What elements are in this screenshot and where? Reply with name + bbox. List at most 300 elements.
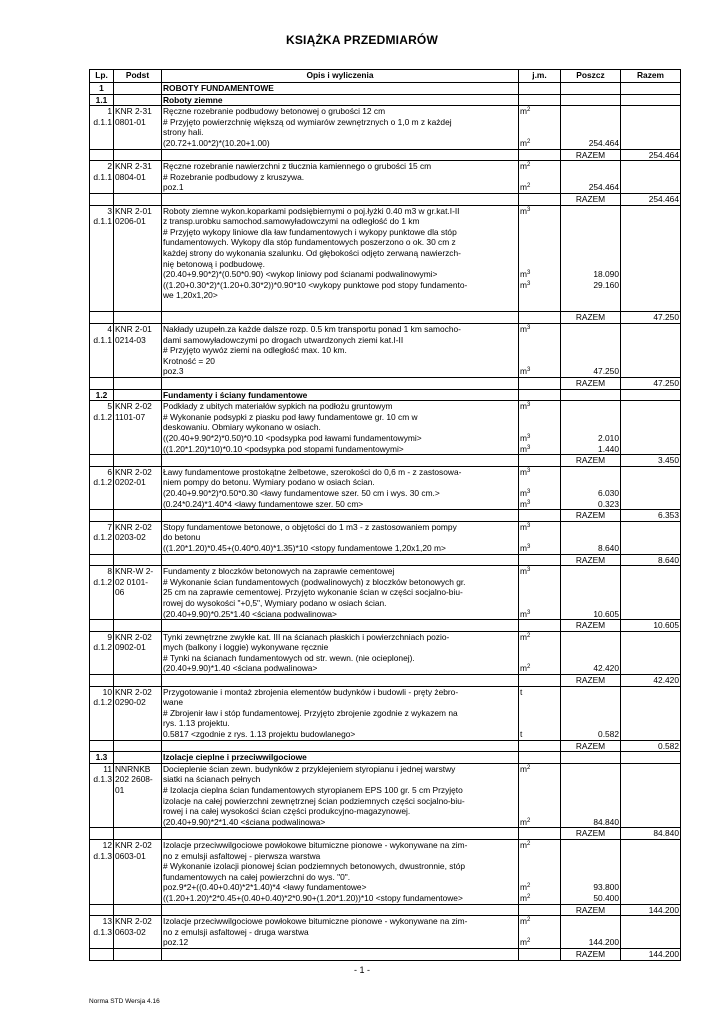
razem-row xyxy=(90,740,681,752)
position-row xyxy=(90,916,681,949)
value-line xyxy=(562,237,619,248)
razem-row xyxy=(90,312,681,324)
position-value xyxy=(561,916,621,949)
razem-empty xyxy=(162,149,519,161)
position-basis-line: KNR 2-02 xyxy=(115,466,152,477)
position-description xyxy=(162,106,519,149)
razem-row xyxy=(90,675,681,687)
razem-empty xyxy=(114,740,162,752)
unit-line xyxy=(520,290,559,301)
razem-label: RAZEM xyxy=(561,455,621,467)
razem-empty xyxy=(162,455,519,467)
unit-line xyxy=(520,248,559,259)
description-line: poz.9*2+((0.40+0.40)*2*1.40)*4 <ławy fundamentowe> xyxy=(163,882,367,893)
position-row xyxy=(90,839,681,904)
position-unit xyxy=(519,205,561,312)
unit-line xyxy=(520,796,559,807)
software-version: Norma STD Wersja 4.16 xyxy=(89,998,160,1005)
position-number-line: d.1.2 xyxy=(93,411,112,422)
razem-label: RAZEM xyxy=(561,510,621,522)
section-title: Izolacje cieplne i przeciwwilgociowe xyxy=(162,752,519,764)
razem-empty xyxy=(162,554,519,566)
position-basis xyxy=(114,161,162,194)
description-line: Fundamenty z bloczków betonowych na zaprawie cementowej xyxy=(163,566,395,577)
value-line: 254.464 xyxy=(588,137,619,148)
razem-row xyxy=(90,828,681,840)
position-description xyxy=(162,839,519,904)
razem-empty xyxy=(519,904,561,916)
unit-line xyxy=(520,872,559,883)
position-number-line: 11 xyxy=(103,763,112,774)
value-line xyxy=(562,290,619,301)
position-unit xyxy=(519,161,561,194)
document-title: KSIĄŻKA PRZEDMIARÓW xyxy=(285,33,438,47)
position-row xyxy=(90,763,681,828)
position-number-line: d.1.3 xyxy=(93,850,112,861)
value-line xyxy=(562,227,619,238)
position-number-line: d.1.3 xyxy=(93,926,112,937)
section-title: Roboty ziemne xyxy=(162,94,519,106)
description-line: Izolacje przeciwwilgociowe powłokowe bitumiczne pionowe - wykonywane na zim- xyxy=(163,916,468,927)
position-basis-line: KNR 2-31 xyxy=(115,161,152,172)
razem-empty xyxy=(162,904,519,916)
description-line: # Przyjęto wykopy liniowe dla ław fundamentowych i wykopy punktowe dla stóp xyxy=(163,226,457,237)
value-line xyxy=(562,216,619,227)
description-line xyxy=(163,301,517,312)
position-description xyxy=(162,566,519,620)
razem-empty xyxy=(519,620,561,632)
position-number-line: 7 xyxy=(107,521,112,532)
value-line xyxy=(562,356,619,367)
value-line xyxy=(562,401,619,412)
position-unit xyxy=(519,686,561,740)
value-line: 6.030 xyxy=(598,487,619,498)
description-line: poz.1 xyxy=(163,182,184,193)
razem-empty xyxy=(519,948,561,960)
value-line xyxy=(562,206,619,217)
value-line xyxy=(562,718,619,729)
razem-empty xyxy=(90,620,114,632)
position-basis xyxy=(114,324,162,378)
razem-label: RAZEM xyxy=(561,378,621,390)
value-line xyxy=(562,117,619,128)
razem-empty xyxy=(162,675,519,687)
position-unit xyxy=(519,916,561,949)
unit-line xyxy=(520,335,559,346)
position-number-line: d.1.2 xyxy=(93,477,112,488)
unit-line xyxy=(520,172,559,183)
position-basis-line: 01 xyxy=(115,785,125,795)
position-total-empty xyxy=(621,631,681,674)
header-poszcz: Poszcz xyxy=(561,70,621,83)
position-number-line: d.1.2 xyxy=(93,642,112,653)
unit-line xyxy=(520,237,559,248)
razem-empty xyxy=(114,455,162,467)
description-line: Przygotowanie i montaż zbrojenia elementów budynków i budowli - pręty żebro- xyxy=(163,686,459,697)
position-basis-line: 0206-01 xyxy=(115,216,146,227)
position-basis-line: 0203-02 xyxy=(115,532,146,543)
header-podst: Podst xyxy=(114,70,162,83)
value-line xyxy=(562,708,619,719)
position-row xyxy=(90,106,681,149)
unit-line xyxy=(520,785,559,796)
position-row xyxy=(90,466,681,509)
position-value xyxy=(561,566,621,620)
value-line xyxy=(562,522,619,533)
description-line: nię betonową i podbudowę. xyxy=(163,258,265,269)
position-description xyxy=(162,205,519,312)
position-basis-line: KNR 2-02 xyxy=(115,686,152,697)
razem-value: 3.450 xyxy=(621,455,681,467)
section-number: 1 xyxy=(90,83,114,95)
header-razem: Razem xyxy=(621,70,681,83)
unit-line xyxy=(520,718,559,729)
position-value xyxy=(561,686,621,740)
razem-empty xyxy=(90,312,114,324)
position-description xyxy=(162,521,519,554)
position-value xyxy=(561,205,621,312)
razem-empty xyxy=(90,455,114,467)
description-line: niem pompy do betonu. Wymiary podano w osiach ścian. xyxy=(163,477,375,488)
unit-line: $m^3$ xyxy=(520,324,531,335)
unit-line xyxy=(520,127,559,138)
position-basis-line: 06 xyxy=(115,587,125,598)
razem-empty xyxy=(90,828,114,840)
description-line: # Przyjęto powierzchnię większą od wymiarów zewnętrznych o 1,0 m z każdej xyxy=(163,116,452,127)
value-line xyxy=(562,345,619,356)
razem-empty xyxy=(519,554,561,566)
description-line: dami samowyładowczymi po drogach utwardzonych ziemi kat.I-II xyxy=(163,334,404,345)
position-total-empty xyxy=(621,106,681,149)
position-unit xyxy=(519,401,561,455)
position-row xyxy=(90,566,681,620)
position-basis-line: KNR 2-02 xyxy=(115,401,152,412)
unit-line: $m^3$ xyxy=(520,433,531,443)
position-basis-line: 0214-03 xyxy=(115,334,146,345)
unit-line: $m^2$ xyxy=(520,631,531,642)
description-line: # Wykonanie podsypki z piasku pod ławy fundamentowe gr. 10 cm w xyxy=(163,411,418,422)
position-basis-line: 1101-07 xyxy=(115,411,146,422)
unit-line xyxy=(520,642,559,653)
position-basis xyxy=(114,106,162,149)
unit-line: $m^2$ xyxy=(520,663,531,674)
position-number-line: d.1.1 xyxy=(93,334,112,345)
position-unit xyxy=(519,324,561,378)
description-line: (20.40+9.90)*0.25*1.40 <ściana podwalinowa> xyxy=(163,608,337,619)
section-title: ROBOTY FUNDAMENTOWE xyxy=(162,83,519,95)
position-number xyxy=(90,839,114,904)
description-line: # Izolacja cieplna ścian fundamentowych styropianem EPS 100 gr. 5 cm Przyjęto xyxy=(163,785,463,795)
razem-empty xyxy=(162,510,519,522)
value-line xyxy=(562,774,619,785)
unit-line xyxy=(520,577,559,588)
description-line: Docieplenie ścian zewn. budynków z przyklejeniem styropianu i jednej warstwy xyxy=(163,763,456,774)
razem-row xyxy=(90,554,681,566)
section-row xyxy=(90,389,681,401)
razem-empty xyxy=(162,740,519,752)
razem-empty xyxy=(90,378,114,390)
value-line xyxy=(562,872,619,883)
position-total-empty xyxy=(621,839,681,904)
razem-empty xyxy=(114,620,162,632)
description-line: każdej strony do wykonania szalunku. Od głębokości odjęto zerwaną nawierzch- xyxy=(163,247,461,258)
position-number xyxy=(90,521,114,554)
description-line: ((1.20*1.20)*10)*0.10 <podsypka pod stopami fundamentowymi> xyxy=(163,443,404,454)
razem-label: RAZEM xyxy=(561,675,621,687)
position-description xyxy=(162,763,519,828)
value-line xyxy=(562,106,619,117)
razem-empty xyxy=(162,378,519,390)
position-basis-line: 0804-01 xyxy=(115,171,146,182)
razem-label: RAZEM xyxy=(561,554,621,566)
unit-line xyxy=(520,532,559,543)
description-line: (20.40+9.90)*1.40 <ściana podwalinowa> xyxy=(163,663,318,674)
razem-empty xyxy=(114,193,162,205)
section-empty xyxy=(519,389,561,401)
razem-empty xyxy=(114,510,162,522)
razem-value: 0.582 xyxy=(621,740,681,752)
razem-row xyxy=(90,620,681,632)
razem-empty xyxy=(114,312,162,324)
position-basis-line: 0290-02 xyxy=(115,697,146,708)
description-line: Krotność = 20 xyxy=(163,355,215,366)
razem-empty xyxy=(114,828,162,840)
position-basis-line: KNR 2-01 xyxy=(115,324,152,335)
unit-line: $m^2$ xyxy=(520,763,531,774)
razem-empty xyxy=(90,904,114,916)
value-line xyxy=(562,806,619,817)
razem-row xyxy=(90,193,681,205)
unit-line xyxy=(520,412,559,423)
position-basis-line: 0603-01 xyxy=(115,850,146,861)
position-unit xyxy=(519,839,561,904)
razem-row xyxy=(90,455,681,467)
description-line: Ławy fundamentowe prostokątne żelbetowe, szerokości do 0,6 m - z zastosowa- xyxy=(163,466,462,477)
value-line xyxy=(562,851,619,862)
unit-line: $m^3$ xyxy=(520,279,531,290)
unit-line: $m^3$ xyxy=(520,443,531,454)
position-unit xyxy=(519,631,561,674)
position-number xyxy=(90,763,114,828)
description-line: rys. 1.13 projektu. xyxy=(163,718,230,729)
position-basis-line: KNR 2-02 xyxy=(115,521,152,532)
position-unit xyxy=(519,106,561,149)
description-line: Izolacje przeciwwilgociowe powłokowe bitumiczne pionowe - wykonywane na zim- xyxy=(163,839,468,850)
section-row xyxy=(90,83,681,95)
position-basis-line: 202 2608- xyxy=(115,774,153,785)
description-line: poz.12 xyxy=(163,937,189,948)
razem-label: RAZEM xyxy=(561,904,621,916)
unit-line xyxy=(520,356,559,367)
unit-line xyxy=(520,301,559,312)
razem-row xyxy=(90,948,681,960)
value-line xyxy=(562,927,619,938)
razem-empty xyxy=(519,149,561,161)
value-line xyxy=(562,632,619,643)
position-value xyxy=(561,401,621,455)
description-line: no z emulsji asfaltowej - druga warstwa xyxy=(163,926,309,937)
position-number-line: 12 xyxy=(102,839,112,850)
unit-line xyxy=(520,861,559,872)
razem-row xyxy=(90,149,681,161)
description-line: (20.40+9.90*2)*0.50*0.30 <ławy fundamentowe szer. 50 cm i wys. 30 cm.> xyxy=(163,487,440,498)
unit-line xyxy=(520,697,559,708)
razem-empty xyxy=(114,554,162,566)
description-line: izolacje na całej powierzchni zewnętrznej ścian podziemnych części socjalno-biu- xyxy=(163,795,465,806)
unit-line: $m^3$ xyxy=(520,487,531,498)
measurements-table xyxy=(89,69,681,961)
unit-line: t xyxy=(520,729,523,740)
position-total-empty xyxy=(621,401,681,455)
section-row xyxy=(90,752,681,764)
description-line: Ręczne rozebranie podbudowy betonowej o grubości 12 cm xyxy=(163,106,386,117)
razem-label: RAZEM xyxy=(561,948,621,960)
position-number-line: d.1.2 xyxy=(93,576,112,587)
position-basis xyxy=(114,763,162,828)
position-number xyxy=(90,631,114,674)
description-line: do betonu xyxy=(163,532,201,543)
description-line: Stopy fundamentowe betonowe, o objętości do 1 m3 - z zastosowaniem pompy xyxy=(163,521,457,532)
description-line: (0.24*0.24)*1.40*4 <ławy fundamentowe szer. 50 cm> xyxy=(163,498,364,509)
section-empty xyxy=(561,83,621,95)
position-number xyxy=(90,324,114,378)
description-line: Tynki zewnętrzne zwykłe kat. III na ścianach płaskich i powierzchniach pozio- xyxy=(163,631,450,642)
razem-empty xyxy=(519,740,561,752)
header-opis: Opis i wyliczenia xyxy=(162,70,519,83)
position-basis-line: KNR 2-01 xyxy=(115,205,152,216)
value-line xyxy=(562,532,619,543)
position-basis xyxy=(114,566,162,620)
razem-empty xyxy=(162,620,519,632)
unit-line xyxy=(520,806,559,817)
unit-line: $m^3$ xyxy=(520,366,531,377)
unit-line xyxy=(520,477,559,488)
position-number-line: 13 xyxy=(102,916,112,927)
unit-line: $m^3$ xyxy=(520,498,531,509)
position-description xyxy=(162,161,519,194)
position-basis-line: 02 0101- xyxy=(115,576,149,587)
value-line: 2.010 xyxy=(598,433,619,443)
razem-value: 144.200 xyxy=(621,904,681,916)
section-empty xyxy=(561,752,621,764)
razem-value: 47.250 xyxy=(621,312,681,324)
razem-empty xyxy=(162,948,519,960)
position-total-empty xyxy=(621,205,681,312)
razem-empty xyxy=(90,675,114,687)
value-line: 254.464 xyxy=(588,182,619,193)
position-number-line: d.1.2 xyxy=(93,532,112,543)
value-line xyxy=(562,301,619,312)
position-value xyxy=(561,106,621,149)
unit-line xyxy=(520,216,559,227)
razem-value: 84.840 xyxy=(621,828,681,840)
value-line xyxy=(562,566,619,577)
unit-line xyxy=(520,708,559,719)
position-row xyxy=(90,205,681,312)
position-unit xyxy=(519,763,561,828)
unit-line: $m^3$ xyxy=(520,205,531,216)
position-value xyxy=(561,466,621,509)
razem-empty xyxy=(114,675,162,687)
unit-line: $m^3$ xyxy=(520,521,531,532)
value-line xyxy=(562,598,619,609)
razem-empty xyxy=(519,378,561,390)
position-basis-line: KNR 2-31 xyxy=(115,106,152,117)
position-number-line: 6 xyxy=(107,466,112,477)
section-number: 1.1 xyxy=(90,94,114,106)
position-basis-line: NNRNKB xyxy=(115,763,151,774)
description-line: no z emulsji asfaltowej - pierwsza warstwa xyxy=(163,850,321,861)
position-number xyxy=(90,205,114,312)
position-basis xyxy=(114,205,162,312)
position-value xyxy=(561,521,621,554)
unit-line: $m^3$ xyxy=(520,401,531,412)
description-line: mych (balkony i loggie) wykonywane ręcznie xyxy=(163,642,329,653)
position-row xyxy=(90,521,681,554)
value-line: 0.582 xyxy=(598,729,619,740)
razem-row xyxy=(90,510,681,522)
header-lp: Lp. xyxy=(90,70,114,83)
description-line: siatki na ścianach pełnych xyxy=(163,774,261,785)
description-line: (20.40+9.90)*2*1.40 <ściana podwalinowa> xyxy=(163,816,326,827)
description-line: ((1.20+0.30*2)*(1.20+0.30*2))*0.90*10 <wykopy punktowe pod stopy fundamento- xyxy=(163,279,468,290)
description-line: z transp.urobku samochod.samowyładowczymi na odległość do 1 km xyxy=(163,216,420,227)
razem-label: RAZEM xyxy=(561,620,621,632)
value-line xyxy=(562,642,619,653)
razem-empty xyxy=(90,554,114,566)
value-line xyxy=(562,335,619,346)
razem-value: 42.420 xyxy=(621,675,681,687)
position-basis-line: KNR 2-02 xyxy=(115,916,152,927)
position-description xyxy=(162,631,519,674)
unit-line xyxy=(520,587,559,598)
description-line: strony hali. xyxy=(163,127,204,138)
position-number xyxy=(90,401,114,455)
razem-empty xyxy=(114,948,162,960)
value-line xyxy=(562,412,619,423)
position-number-line: 4 xyxy=(107,324,112,335)
position-value xyxy=(561,324,621,378)
position-number xyxy=(90,466,114,509)
razem-value: 6.353 xyxy=(621,510,681,522)
value-line: 144.200 xyxy=(588,937,619,948)
razem-value: 254.464 xyxy=(621,193,681,205)
value-line: 29.160 xyxy=(593,279,619,290)
section-empty xyxy=(519,83,561,95)
razem-empty xyxy=(519,455,561,467)
position-basis xyxy=(114,916,162,949)
value-line xyxy=(562,653,619,664)
description-line: # Wykonanie izolacji pionowej ścian podziemnych betonowych, dwustronnie, stóp xyxy=(163,861,466,872)
razem-empty xyxy=(519,193,561,205)
razem-empty xyxy=(114,149,162,161)
value-line: 18.090 xyxy=(593,269,619,280)
value-line xyxy=(562,697,619,708)
section-empty xyxy=(114,94,162,106)
value-line xyxy=(562,467,619,478)
value-line xyxy=(562,796,619,807)
description-line: # Tynki na ścianach fundamentowych od str. wewn. (nie ocieplonej). xyxy=(163,652,415,663)
position-basis xyxy=(114,521,162,554)
value-line xyxy=(562,687,619,698)
unit-line: $m^3$ xyxy=(520,542,531,553)
razem-label: RAZEM xyxy=(561,193,621,205)
position-value xyxy=(561,763,621,828)
value-line xyxy=(562,861,619,872)
position-basis-line: KNR 2-02 xyxy=(115,839,152,850)
section-empty xyxy=(621,389,681,401)
unit-line: $m^2$ xyxy=(520,137,531,148)
